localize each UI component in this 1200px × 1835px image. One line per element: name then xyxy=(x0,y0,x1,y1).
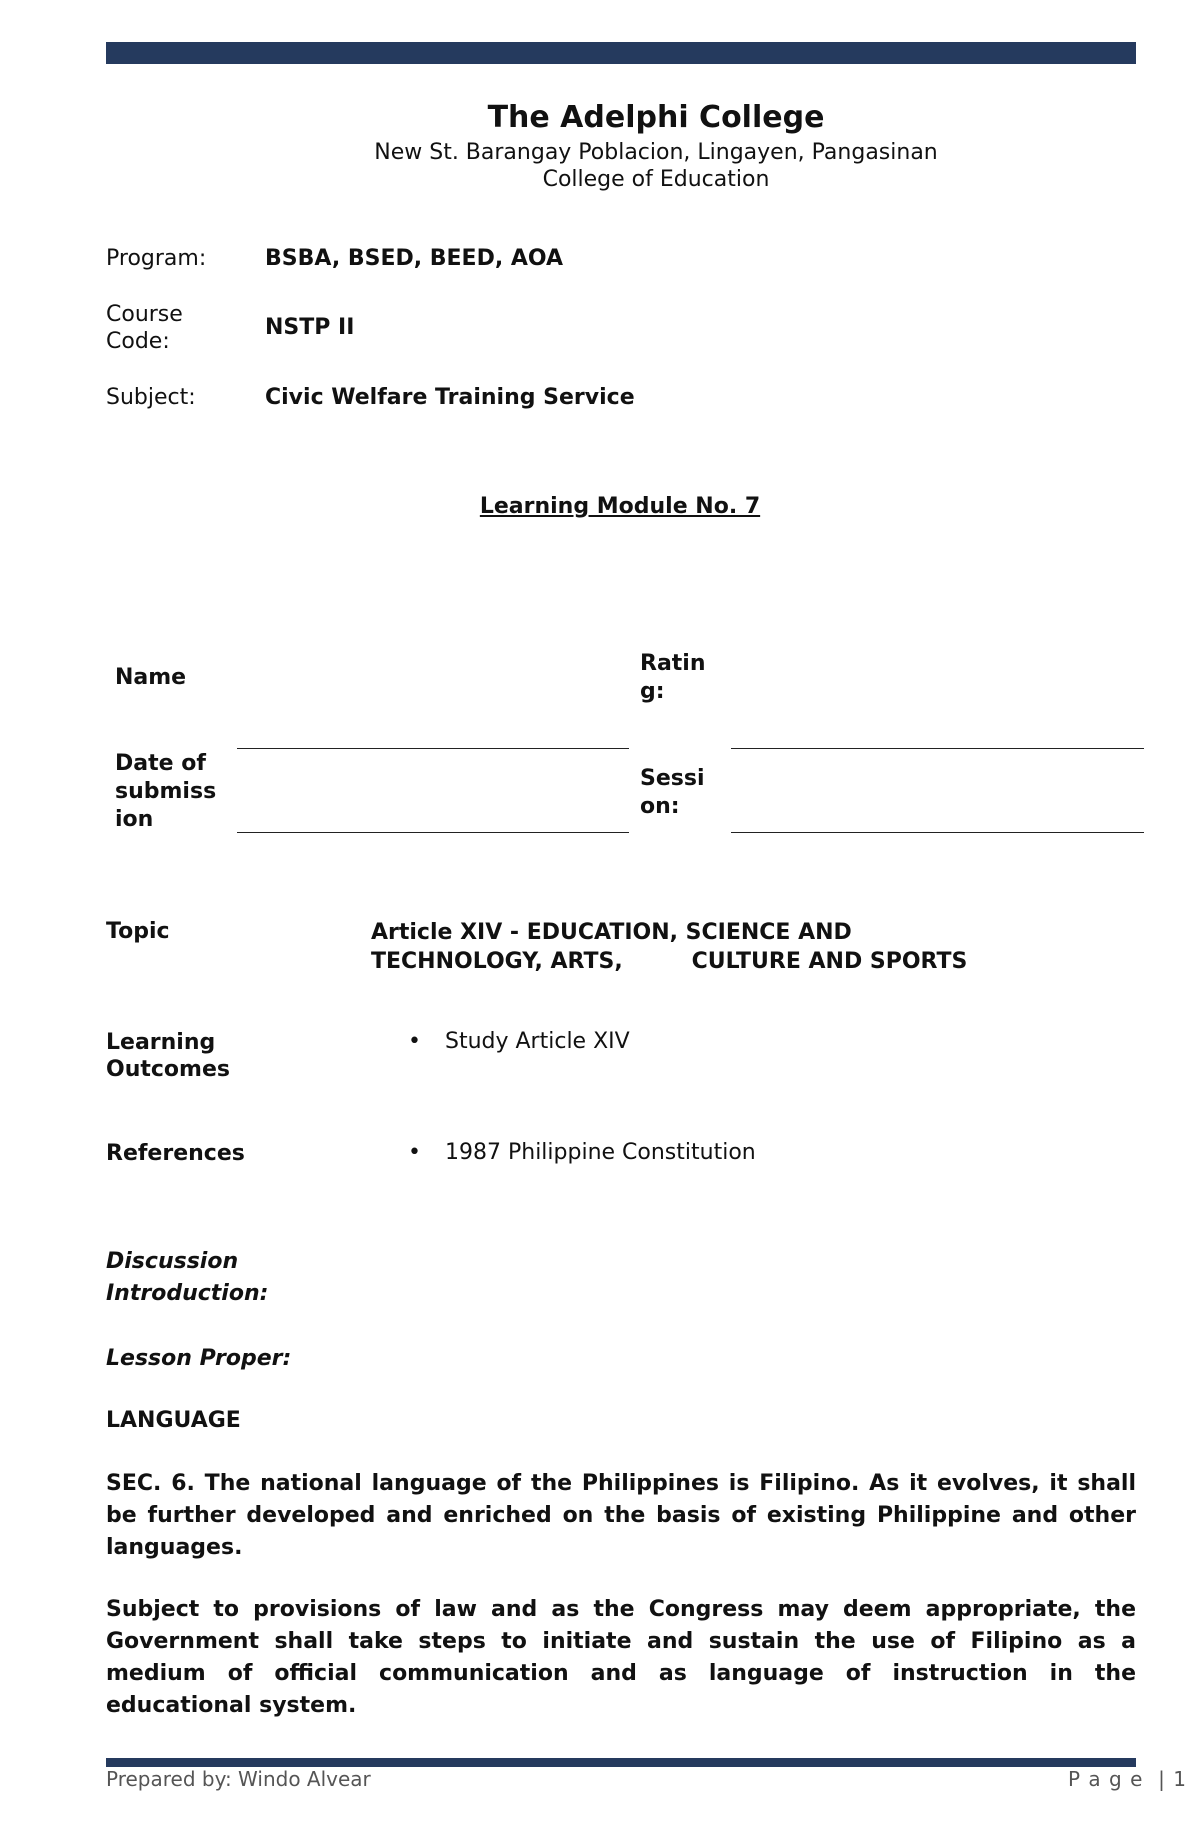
rating-label: Ratin g: xyxy=(640,651,706,704)
college-address: New St. Barangay Poblacion, Lingayen, Pangasinan xyxy=(374,140,938,165)
subject-value: Civic Welfare Training Service xyxy=(265,385,635,410)
program-label: Program: xyxy=(106,246,207,271)
college-name: The Adelphi College xyxy=(487,100,825,135)
module-title: Learning Module No. 7 xyxy=(479,494,761,519)
name-label: Name xyxy=(115,665,187,690)
session-label: Sessi on: xyxy=(640,766,705,819)
references-label: References xyxy=(106,1141,245,1166)
rating-field-line[interactable] xyxy=(731,748,1144,749)
footer-bar xyxy=(106,1758,1136,1767)
topic-label: Topic xyxy=(106,919,170,944)
page-number: P a g e | 1 xyxy=(1068,1767,1187,1791)
discussion-heading: Discussion xyxy=(106,1249,239,1274)
topic-text: Article XIV - EDUCATION, SCIENCE AND TECHNOLOGY, ARTS, CULTURE AND SPORTS xyxy=(371,920,968,974)
session-field-line[interactable] xyxy=(731,832,1144,833)
subject-label: Subject: xyxy=(106,385,196,410)
learning-outcome-item: Study Article XIV xyxy=(445,1029,630,1054)
learning-outcomes-label: Learning Outcomes xyxy=(106,1030,230,1082)
date-field-line[interactable] xyxy=(237,832,629,833)
introduction-heading: Introduction: xyxy=(106,1281,269,1306)
section-6-paragraph: SEC. 6. The national language of the Philippines is Filipino. As it evolves, it shall be further developed and enriched on the basis of existing Philippine and other languages. xyxy=(106,1471,1136,1560)
program-value: BSBA, BSED, BEED, AOA xyxy=(265,246,564,271)
bullet-icon: • xyxy=(408,1029,421,1054)
course-code-value: NSTP II xyxy=(265,315,355,340)
header-bar xyxy=(106,42,1136,64)
reference-item: 1987 Philippine Constitution xyxy=(445,1140,756,1165)
language-heading: LANGUAGE xyxy=(106,1408,241,1433)
bullet-icon: • xyxy=(408,1140,421,1165)
filipino-use-paragraph: Subject to provisions of law and as the Congress may deem appropriate, the Government shall take steps to initiate and sustain the use of Filipino as a medium of official communication and as language of instruction in the educational system. xyxy=(106,1597,1136,1718)
lesson-proper-heading: Lesson Proper: xyxy=(106,1346,292,1371)
date-of-submission-label: Date of submiss ion xyxy=(115,751,217,832)
name-field-line[interactable] xyxy=(237,748,629,749)
college-department: College of Education xyxy=(542,167,770,192)
course-code-label: Course Code: xyxy=(106,302,183,354)
prepared-by: Prepared by: Windo Alvear xyxy=(106,1767,371,1791)
